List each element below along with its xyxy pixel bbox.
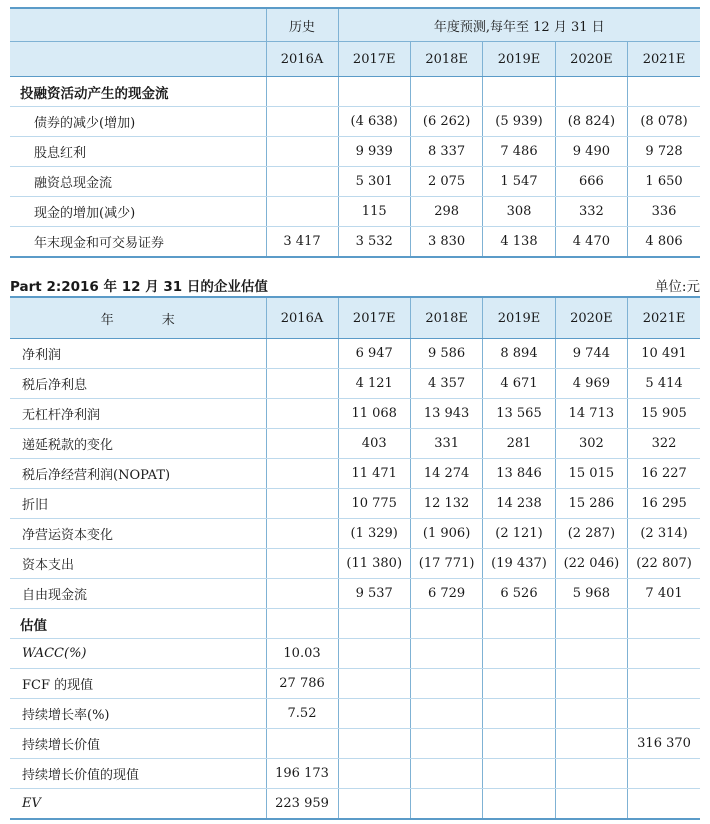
cell-value: 3 830	[410, 227, 482, 258]
cell-value	[266, 489, 338, 519]
cell-value	[483, 789, 555, 820]
cell-value	[338, 669, 410, 699]
cell-value: 3 417	[266, 227, 338, 258]
row-label: 股息红利	[10, 137, 266, 167]
header-blank-cell	[10, 8, 266, 42]
cell-value: (1 329)	[338, 519, 410, 549]
unit-label: 单位:元	[654, 279, 700, 295]
cell-value	[266, 137, 338, 167]
cell-value	[338, 699, 410, 729]
cell-value: 9 728	[628, 137, 700, 167]
row-label: 持续增长价值的现值	[10, 759, 266, 789]
cell-value	[266, 549, 338, 579]
row-label: 净利润	[10, 339, 266, 369]
cell-value: 11 068	[338, 399, 410, 429]
table-row	[10, 699, 700, 729]
cell-value	[338, 789, 410, 820]
cell-value	[555, 759, 627, 789]
cell-value: 15 905	[628, 399, 700, 429]
cell-value: 1 650	[628, 167, 700, 197]
cell-value: 4 357	[410, 369, 482, 399]
cell-value: (8 078)	[628, 107, 700, 137]
cell-value: (2 314)	[628, 519, 700, 549]
cell-value: 1 547	[483, 167, 555, 197]
cell-value	[555, 789, 627, 820]
row-label: 自由现金流	[10, 579, 266, 609]
cell-value	[266, 197, 338, 227]
year-header: 2018E	[410, 42, 482, 77]
cell-value	[483, 639, 555, 669]
cell-value: (8 824)	[555, 107, 627, 137]
cell-value: 281	[483, 429, 555, 459]
cell-value: 13 565	[483, 399, 555, 429]
cell-value: 4 470	[555, 227, 627, 258]
table-row	[10, 197, 700, 227]
cell-value: 12 132	[410, 489, 482, 519]
cell-value: 11 471	[338, 459, 410, 489]
cell-value: 298	[410, 197, 482, 227]
cell-value: 4 969	[555, 369, 627, 399]
row-label: 净营运资本变化	[10, 519, 266, 549]
cell-value: 10 775	[338, 489, 410, 519]
cell-value: 8 337	[410, 137, 482, 167]
cell-value: 13 846	[483, 459, 555, 489]
row-label: 现金的增加(减少)	[10, 197, 266, 227]
row-label: 税后净利息	[10, 369, 266, 399]
year-end-label-b: 末	[161, 312, 175, 328]
cell-value: 316 370	[628, 729, 700, 759]
cell-value	[483, 669, 555, 699]
financing-cashflow-table	[10, 7, 700, 258]
row-label: 折旧	[10, 489, 266, 519]
cell-value: 16 227	[628, 459, 700, 489]
table-row	[10, 549, 700, 579]
history-header: 历史	[266, 8, 338, 42]
year-header: 2017E	[338, 42, 410, 77]
cell-value	[266, 459, 338, 489]
year-header: 2017E	[338, 297, 410, 339]
cell-value: 4 138	[483, 227, 555, 258]
cell-value: 5 968	[555, 579, 627, 609]
cell-value: 115	[338, 197, 410, 227]
row-label: 税后净经营利润(NOPAT)	[10, 459, 266, 489]
cell-value: 9 586	[410, 339, 482, 369]
row-label: EV	[10, 789, 266, 820]
cell-value: (22 807)	[628, 549, 700, 579]
table-row	[10, 429, 700, 459]
year-end-header	[10, 297, 266, 339]
cell-value: 14 238	[483, 489, 555, 519]
section-title: 投融资活动产生的现金流	[10, 77, 266, 107]
cell-value: 4 671	[483, 369, 555, 399]
cell-value: (17 771)	[410, 549, 482, 579]
cell-value: 5 301	[338, 167, 410, 197]
table-row	[10, 399, 700, 429]
row-label: 债券的减少(增加)	[10, 107, 266, 137]
cell-value	[483, 699, 555, 729]
table-row	[10, 369, 700, 399]
cell-value: 9 939	[338, 137, 410, 167]
cell-value	[266, 399, 338, 429]
cell-value	[410, 759, 482, 789]
cell-value	[410, 729, 482, 759]
cell-value: 6 947	[338, 339, 410, 369]
cell-value	[410, 789, 482, 820]
cell-value: 336	[628, 197, 700, 227]
cell-value: 332	[555, 197, 627, 227]
table-row	[10, 137, 700, 167]
year-header: 2019E	[483, 42, 555, 77]
valuation-table	[10, 296, 700, 820]
cell-value: 666	[555, 167, 627, 197]
year-header: 2020E	[555, 297, 627, 339]
cell-value	[266, 429, 338, 459]
cell-value	[555, 639, 627, 669]
cell-value	[628, 639, 700, 669]
cell-value: 16 295	[628, 489, 700, 519]
cell-value: (22 046)	[555, 549, 627, 579]
cell-value: 5 414	[628, 369, 700, 399]
cell-value	[266, 579, 338, 609]
table-row	[10, 167, 700, 197]
cell-value: 7.52	[266, 699, 338, 729]
cell-value	[266, 167, 338, 197]
cell-value: (5 939)	[483, 107, 555, 137]
table-row	[10, 339, 700, 369]
table-row	[10, 459, 700, 489]
cell-value: 196 173	[266, 759, 338, 789]
cell-value	[410, 639, 482, 669]
row-label: 年末现金和可交易证券	[10, 227, 266, 258]
cell-value: 15 015	[555, 459, 627, 489]
table-row	[10, 729, 700, 759]
cell-value: 4 121	[338, 369, 410, 399]
cell-value: 403	[338, 429, 410, 459]
table-row	[10, 227, 700, 258]
cell-value: 15 286	[555, 489, 627, 519]
cell-value: 13 943	[410, 399, 482, 429]
cell-value	[628, 669, 700, 699]
cell-value	[555, 729, 627, 759]
cell-value: 223 959	[266, 789, 338, 820]
cell-value: 9 744	[555, 339, 627, 369]
cell-value: 9 490	[555, 137, 627, 167]
year-header: 2021E	[628, 42, 700, 77]
cell-value: 27 786	[266, 669, 338, 699]
cell-value	[628, 699, 700, 729]
row-label: 资本支出	[10, 549, 266, 579]
cell-value: 7 401	[628, 579, 700, 609]
cell-value: 308	[483, 197, 555, 227]
row-label: 融资总现金流	[10, 167, 266, 197]
cell-value: 3 532	[338, 227, 410, 258]
cell-value: (6 262)	[410, 107, 482, 137]
cell-value: 331	[410, 429, 482, 459]
cell-value	[483, 759, 555, 789]
section-title-row	[10, 77, 700, 107]
row-label: 持续增长率(%)	[10, 699, 266, 729]
cell-value	[628, 789, 700, 820]
year-header: 2019E	[483, 297, 555, 339]
cell-value	[266, 369, 338, 399]
cell-value	[266, 519, 338, 549]
cell-value	[338, 759, 410, 789]
cell-value: 322	[628, 429, 700, 459]
cell-value: 7 486	[483, 137, 555, 167]
cell-value: (2 121)	[483, 519, 555, 549]
cell-value	[266, 729, 338, 759]
row-label: FCF 的现值	[10, 669, 266, 699]
table-row	[10, 489, 700, 519]
year-header: 2021E	[628, 297, 700, 339]
cell-value: (2 287)	[555, 519, 627, 549]
cell-value: 10.03	[266, 639, 338, 669]
year-end-label-a: 年	[100, 312, 114, 328]
row-label: WACC(%)	[10, 639, 266, 669]
valuation-title-row	[10, 609, 700, 639]
cell-value: 14 274	[410, 459, 482, 489]
cell-value: 8 894	[483, 339, 555, 369]
table-row	[10, 107, 700, 137]
year-header: 2016A	[266, 42, 338, 77]
table-row	[10, 669, 700, 699]
cell-value	[410, 669, 482, 699]
cell-value	[338, 639, 410, 669]
cell-value: 2 075	[410, 167, 482, 197]
cell-value: 302	[555, 429, 627, 459]
table-row	[10, 639, 700, 669]
row-label: 持续增长价值	[10, 729, 266, 759]
cell-value: (1 906)	[410, 519, 482, 549]
table-row	[10, 789, 700, 820]
cell-value	[555, 699, 627, 729]
row-label: 无杠杆净利润	[10, 399, 266, 429]
cell-value: 10 491	[628, 339, 700, 369]
cell-value: 6 729	[410, 579, 482, 609]
cell-value	[628, 759, 700, 789]
cell-value: (11 380)	[338, 549, 410, 579]
cell-value: 4 806	[628, 227, 700, 258]
cell-value	[266, 107, 338, 137]
year-header: 2018E	[410, 297, 482, 339]
cell-value: (19 437)	[483, 549, 555, 579]
cell-value: (4 638)	[338, 107, 410, 137]
forecast-header: 年度预测,每年至 12 月 31 日	[338, 8, 700, 42]
cell-value	[555, 669, 627, 699]
row-label: 递延税款的变化	[10, 429, 266, 459]
cell-value	[410, 699, 482, 729]
cell-value	[483, 729, 555, 759]
cell-value: 14 713	[555, 399, 627, 429]
year-header: 2020E	[555, 42, 627, 77]
part2-title: Part 2:2016 年 12 月 31 日的企业估值	[10, 279, 268, 295]
table-row	[10, 519, 700, 549]
cell-value	[266, 339, 338, 369]
table-row	[10, 759, 700, 789]
table-row	[10, 579, 700, 609]
cell-value: 6 526	[483, 579, 555, 609]
cell-value: 9 537	[338, 579, 410, 609]
header-blank-cell	[10, 42, 266, 77]
year-header: 2016A	[266, 297, 338, 339]
cell-value	[338, 729, 410, 759]
valuation-title: 估值	[10, 609, 266, 639]
